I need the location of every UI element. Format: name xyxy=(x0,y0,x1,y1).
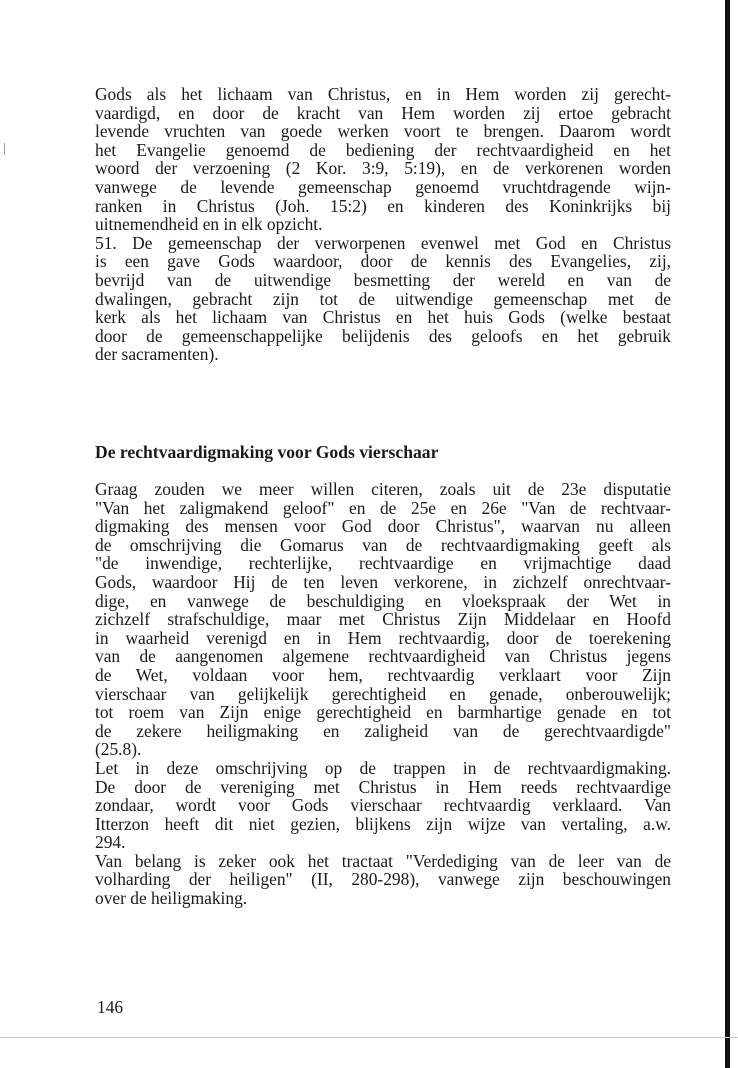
text-line: over de heiligmaking. xyxy=(95,888,248,909)
text-line: volharding der heiligen" (II, 280-298), vanwege zijn beschouwingen xyxy=(95,869,671,890)
text-line: tot roem van Zijn enige gerechtigheid en barmhartige genade en tot xyxy=(95,702,671,723)
text-line: de omschrijving die Gomarus van de rechtvaardigmaking geeft als xyxy=(95,534,671,555)
text-line: digmaking des mensen voor God door Christus", waarvan nu alleen xyxy=(95,516,671,537)
paragraph-1 xyxy=(95,85,671,234)
paragraph-4 xyxy=(95,759,671,852)
text-line: ranken in Christus (Joh. 15:2) en kinderen des Koninkrijks bij xyxy=(95,195,671,216)
book-page-text-continued xyxy=(95,480,671,908)
text-line: levende vruchten van goede werken voort te brengen. Daarom wordt xyxy=(95,121,671,142)
text-line: der sacramenten). xyxy=(95,344,219,365)
text-line: "de inwendige, rechterlijke, rechtvaardige en vrijmachtige daad xyxy=(95,553,671,574)
text-line: kerk als het lichaam van Christus en het huis Gods (welke bestaat xyxy=(95,307,671,328)
text-line: Graag zouden we meer willen citeren, zoals uit de 23e disputatie xyxy=(95,479,671,499)
text-line: Van belang is zeker ook het tractaat "Verdediging van de leer van de xyxy=(95,850,671,871)
text-line: Itterzon heeft dit niet gezien, blijkens zijn wijze van vertaling, a.w. xyxy=(95,813,671,834)
text-line: in waarheid verenigd en in Hem rechtvaardig, door de toerekening xyxy=(95,627,671,648)
text-line: dwalingen, gebracht zijn tot de uitwendige gemeenschap met de xyxy=(95,288,671,309)
scan-margin-mark xyxy=(4,143,5,155)
text-line: vierschaar van gelijkelijk gerechtigheid en genade, onberouwelijk; xyxy=(95,683,671,704)
text-line: vaardigd, en door de kracht van Hem worden zij ertoe gebracht xyxy=(95,102,671,123)
text-line: is een gave Gods waardoor, door de kennis des Evangelies, zij, xyxy=(95,251,671,272)
scan-edge-border xyxy=(725,0,730,1068)
text-line: Let in deze omschrijving op de trappen in de rechtvaardigmaking. xyxy=(95,757,671,778)
text-line: 51. De gemeenschap der verworpenen evenwel met God en Christus xyxy=(95,232,671,253)
text-line: zondaar, wordt voor Gods vierschaar rechtvaardig verklaard. Van xyxy=(95,795,671,816)
section-heading-block xyxy=(95,443,671,462)
text-line: "Van het zaligmakend geloof" en de 25e en 26e "Van de rechtvaar- xyxy=(95,497,671,518)
paragraph-2 xyxy=(95,234,671,364)
section-heading: De rechtvaardigmaking voor Gods vierschaar xyxy=(95,442,439,462)
text-line: zichzelf strafschuldige, maar met Christus Zijn Middelaar en Hoofd xyxy=(95,609,671,630)
text-line: 294. xyxy=(95,832,126,853)
text-line: het Evangelie genoemd de bediening der rechtvaardigheid en het xyxy=(95,139,671,160)
paragraph-3 xyxy=(95,480,671,759)
text-line: (25.8). xyxy=(95,739,142,760)
text-line: vanwege de levende gemeenschap genoemd vruchtdragende wijn- xyxy=(95,176,671,197)
text-line: woord der verzoening (2 Kor. 3:9, 5:19), en de verkorenen worden xyxy=(95,158,671,179)
text-line: de Wet, voldaan voor hem, rechtvaardig verklaart voor Zijn xyxy=(95,664,671,685)
paragraph-5 xyxy=(95,852,671,908)
text-line: bevrijd van de uitwendige besmetting der wereld en van de xyxy=(95,269,671,290)
text-line: De door de vereniging met Christus in Hem reeds rechtvaardige xyxy=(95,776,671,797)
text-line: de zekere heiligmaking en zaligheid van de gerechtvaardigde" xyxy=(95,720,671,741)
text-line: uitnemendheid en in elk opzicht. xyxy=(95,214,323,235)
text-line: Gods als het lichaam van Christus, en in Hem worden zij gerecht- xyxy=(95,84,671,104)
text-line: van de aangenomen algemene rechtvaardigheid van Christus jegens xyxy=(95,646,671,667)
text-line: door de gemeenschappelijke belijdenis des geloofs en het gebruik xyxy=(95,325,671,346)
page-bottom-edge xyxy=(0,1037,738,1038)
book-page-text xyxy=(95,85,671,364)
text-line: Gods, waardoor Hij de ten leven verkorene, in zichzelf onrechtvaar- xyxy=(95,571,671,592)
text-line: dige, en vanwege de beschuldiging en vloekspraak der Wet in xyxy=(95,590,671,611)
page-number: 146 xyxy=(97,997,124,1017)
